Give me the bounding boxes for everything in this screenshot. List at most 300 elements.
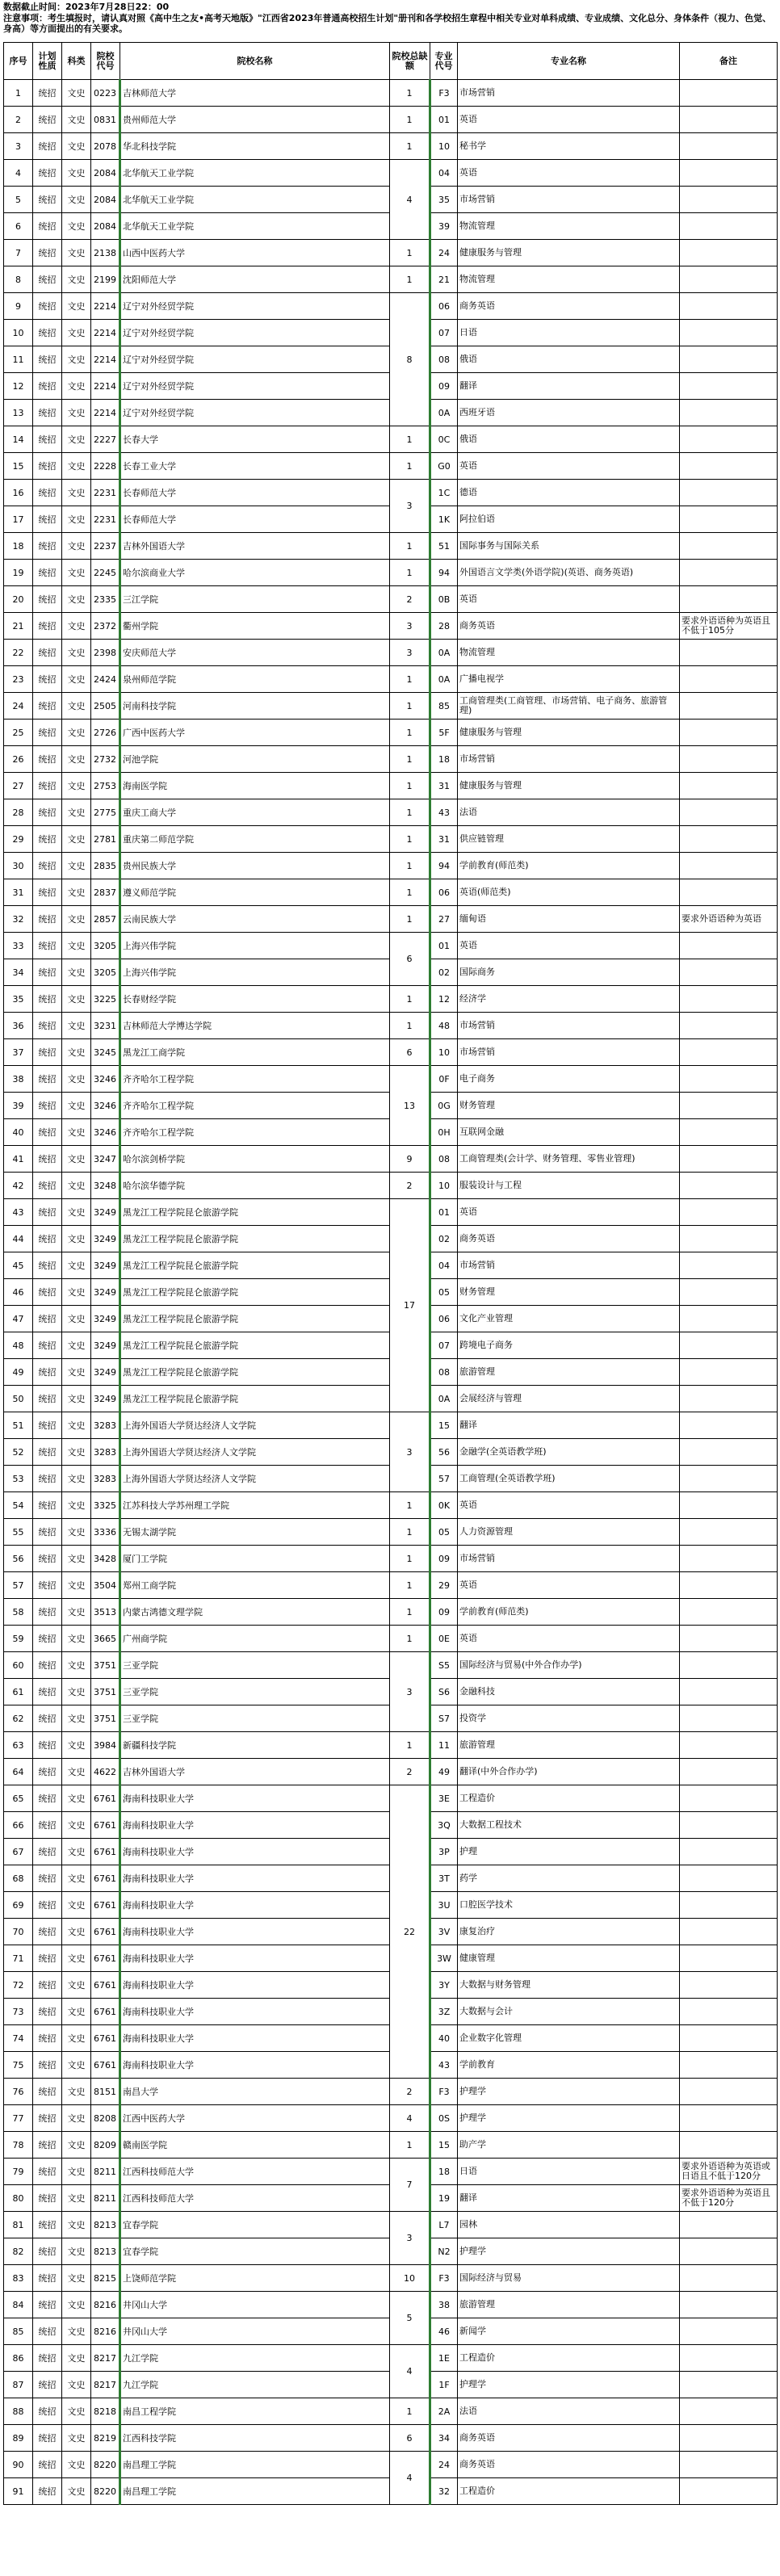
remark xyxy=(680,1359,778,1386)
school-vacancy: 1 xyxy=(390,720,430,746)
school-code: 6761 xyxy=(91,1999,120,2025)
major-name: 英语 xyxy=(458,1492,680,1519)
subject-category: 文史 xyxy=(62,720,91,746)
school-vacancy: 4 xyxy=(390,2105,430,2132)
major-code: 08 xyxy=(430,346,458,373)
school-name: 三亚学院 xyxy=(120,1705,390,1732)
school-name: 三亚学院 xyxy=(120,1652,390,1679)
major-name: 健康服务与管理 xyxy=(458,240,680,266)
remark xyxy=(680,2372,778,2398)
subject-category: 文史 xyxy=(62,1626,91,1652)
school-name: 长春工业大学 xyxy=(120,453,390,480)
major-code: 32 xyxy=(430,2478,458,2505)
remark xyxy=(680,533,778,560)
school-name: 海南科技职业大学 xyxy=(120,1945,390,1972)
row-number: 6 xyxy=(4,213,33,240)
school-vacancy: 1 xyxy=(390,773,430,799)
major-name: 英语 xyxy=(458,933,680,959)
school-name: 齐齐哈尔工程学院 xyxy=(120,1066,390,1093)
remark xyxy=(680,1439,778,1466)
major-name: 商务英语 xyxy=(458,1226,680,1252)
plan-nature: 统招 xyxy=(33,2292,62,2318)
school-code: 3751 xyxy=(91,1652,120,1679)
plan-nature: 统招 xyxy=(33,2079,62,2105)
school-code: 3249 xyxy=(91,1199,120,1226)
subject-category: 文史 xyxy=(62,640,91,666)
school-name: 哈尔滨剑桥学院 xyxy=(120,1146,390,1173)
row-number: 56 xyxy=(4,1546,33,1572)
school-code: 2214 xyxy=(91,373,120,400)
school-vacancy: 1 xyxy=(390,1626,430,1652)
major-code: 38 xyxy=(430,2292,458,2318)
major-name: 学前教育 xyxy=(458,2052,680,2079)
major-name: 财务管理 xyxy=(458,1279,680,1306)
major-name: 大数据与会计 xyxy=(458,1999,680,2025)
major-name: 翻译 xyxy=(458,1412,680,1439)
major-code: 18 xyxy=(430,2159,458,2185)
major-name: 市场营销 xyxy=(458,187,680,213)
school-code: 2214 xyxy=(91,346,120,373)
subject-category: 文史 xyxy=(62,1759,91,1785)
major-code: 0A xyxy=(430,400,458,426)
subject-category: 文史 xyxy=(62,2025,91,2052)
subject-category: 文史 xyxy=(62,1785,91,1812)
school-vacancy: 1 xyxy=(390,80,430,107)
row-number: 5 xyxy=(4,187,33,213)
plan-nature: 统招 xyxy=(33,906,62,933)
subject-category: 文史 xyxy=(62,426,91,453)
major-name: 市场营销 xyxy=(458,1252,680,1279)
school-code: 2753 xyxy=(91,773,120,799)
school-name: 三亚学院 xyxy=(120,1679,390,1705)
subject-category: 文史 xyxy=(62,293,91,320)
plan-nature: 统招 xyxy=(33,80,62,107)
subject-category: 文史 xyxy=(62,266,91,293)
subject-category: 文史 xyxy=(62,1679,91,1705)
major-name: 英语(师范类) xyxy=(458,879,680,906)
table-body xyxy=(4,80,778,2505)
school-code: 3246 xyxy=(91,1119,120,1146)
row-number: 47 xyxy=(4,1306,33,1332)
school-vacancy: 6 xyxy=(390,1039,430,1066)
major-code: 27 xyxy=(430,906,458,933)
school-name: 吉林外国语大学 xyxy=(120,533,390,560)
school-name: 辽宁对外经贸学院 xyxy=(120,293,390,320)
remark xyxy=(680,2132,778,2159)
remark xyxy=(680,1865,778,1892)
school-code: 6761 xyxy=(91,1839,120,1865)
row-number: 1 xyxy=(4,80,33,107)
school-name: 遵义师范学院 xyxy=(120,879,390,906)
school-code: 3665 xyxy=(91,1626,120,1652)
remark xyxy=(680,1812,778,1839)
remark xyxy=(680,1146,778,1173)
school-name: 海南科技职业大学 xyxy=(120,1839,390,1865)
school-code: 6761 xyxy=(91,1945,120,1972)
subject-category: 文史 xyxy=(62,346,91,373)
school-code: 8208 xyxy=(91,2105,120,2132)
plan-nature: 统招 xyxy=(33,293,62,320)
major-name: 健康服务与管理 xyxy=(458,720,680,746)
major-code: 0A xyxy=(430,666,458,693)
table-row xyxy=(4,1652,778,1679)
remark xyxy=(680,586,778,613)
subject-category: 文史 xyxy=(62,373,91,400)
school-code: 2078 xyxy=(91,133,120,160)
table-row xyxy=(4,2345,778,2372)
school-vacancy: 1 xyxy=(390,560,430,586)
plan-nature: 统招 xyxy=(33,1599,62,1626)
school-name: 上饶师范学院 xyxy=(120,2265,390,2292)
table-row xyxy=(4,426,778,453)
remark xyxy=(680,746,778,773)
table-row xyxy=(4,266,778,293)
school-code: 3283 xyxy=(91,1439,120,1466)
remark xyxy=(680,1039,778,1066)
school-code: 2231 xyxy=(91,506,120,533)
major-code: N2 xyxy=(430,2238,458,2265)
school-name: 沈阳师范大学 xyxy=(120,266,390,293)
subject-category: 文史 xyxy=(62,799,91,826)
row-number: 18 xyxy=(4,533,33,560)
remark xyxy=(680,2452,778,2478)
plan-nature: 统招 xyxy=(33,1705,62,1732)
major-name: 服装设计与工程 xyxy=(458,1173,680,1199)
plan-nature: 统招 xyxy=(33,773,62,799)
table-row xyxy=(4,640,778,666)
major-code: 48 xyxy=(430,1013,458,1039)
remark xyxy=(680,373,778,400)
school-code: 4622 xyxy=(91,1759,120,1785)
subject-category: 文史 xyxy=(62,933,91,959)
major-name: 金融科技 xyxy=(458,1679,680,1705)
subject-category: 文史 xyxy=(62,107,91,133)
row-number: 86 xyxy=(4,2345,33,2372)
major-name: 英语 xyxy=(458,453,680,480)
plan-nature: 统招 xyxy=(33,320,62,346)
major-name: 缅甸语 xyxy=(458,906,680,933)
plan-nature: 统招 xyxy=(33,240,62,266)
school-name: 井冈山大学 xyxy=(120,2292,390,2318)
remark xyxy=(680,1412,778,1439)
school-name: 云南民族大学 xyxy=(120,906,390,933)
major-code: 19 xyxy=(430,2185,458,2212)
school-name: 黑龙江工程学院昆仑旅游学院 xyxy=(120,1226,390,1252)
school-name: 江西科技师范大学 xyxy=(120,2159,390,2185)
major-code: F3 xyxy=(430,2265,458,2292)
school-code: 2084 xyxy=(91,160,120,187)
school-vacancy: 1 xyxy=(390,1572,430,1599)
row-number: 70 xyxy=(4,1919,33,1945)
remark xyxy=(680,1999,778,2025)
school-name: 衢州学院 xyxy=(120,613,390,640)
remark xyxy=(680,640,778,666)
major-name: 日语 xyxy=(458,320,680,346)
major-name: 国际经济与贸易 xyxy=(458,2265,680,2292)
major-code: 2A xyxy=(430,2398,458,2425)
row-number: 44 xyxy=(4,1226,33,1252)
subject-category: 文史 xyxy=(62,240,91,266)
plan-nature: 统招 xyxy=(33,2025,62,2052)
row-number: 66 xyxy=(4,1812,33,1839)
subject-category: 文史 xyxy=(62,1705,91,1732)
row-number: 38 xyxy=(4,1066,33,1093)
major-code: 34 xyxy=(430,2425,458,2452)
row-number: 55 xyxy=(4,1519,33,1546)
school-code: 2781 xyxy=(91,826,120,853)
row-number: 61 xyxy=(4,1679,33,1705)
major-name: 健康服务与管理 xyxy=(458,773,680,799)
plan-nature: 统招 xyxy=(33,373,62,400)
major-code: 94 xyxy=(430,560,458,586)
school-code: 8219 xyxy=(91,2425,120,2452)
remark xyxy=(680,1466,778,1492)
subject-category: 文史 xyxy=(62,1039,91,1066)
school-name: 吉林师范大学博达学院 xyxy=(120,1013,390,1039)
row-number: 23 xyxy=(4,666,33,693)
school-code: 8220 xyxy=(91,2452,120,2478)
remark xyxy=(680,1839,778,1865)
row-number: 89 xyxy=(4,2425,33,2452)
major-code: 18 xyxy=(430,746,458,773)
remark xyxy=(680,213,778,240)
school-code: 2775 xyxy=(91,799,120,826)
remark xyxy=(680,1972,778,1999)
row-number: 39 xyxy=(4,1093,33,1119)
subject-category: 文史 xyxy=(62,160,91,187)
plan-nature: 统招 xyxy=(33,1679,62,1705)
row-number: 37 xyxy=(4,1039,33,1066)
major-name: 护理学 xyxy=(458,2105,680,2132)
school-name: 齐齐哈尔工程学院 xyxy=(120,1093,390,1119)
school-name: 黑龙江工程学院昆仑旅游学院 xyxy=(120,1386,390,1412)
major-code: 0A xyxy=(430,1386,458,1412)
school-name: 厦门工学院 xyxy=(120,1546,390,1572)
school-name: 海南科技职业大学 xyxy=(120,1892,390,1919)
major-name: 园林 xyxy=(458,2212,680,2238)
school-vacancy: 1 xyxy=(390,1492,430,1519)
school-vacancy: 1 xyxy=(390,1519,430,1546)
school-code: 3751 xyxy=(91,1705,120,1732)
school-code: 3249 xyxy=(91,1306,120,1332)
subject-category: 文史 xyxy=(62,453,91,480)
school-code: 6761 xyxy=(91,1812,120,1839)
remark xyxy=(680,2079,778,2105)
major-code: 04 xyxy=(430,1252,458,1279)
school-code: 8215 xyxy=(91,2265,120,2292)
remark xyxy=(680,160,778,187)
remark xyxy=(680,1013,778,1039)
school-vacancy: 1 xyxy=(390,426,430,453)
subject-category: 文史 xyxy=(62,1306,91,1332)
plan-nature: 统招 xyxy=(33,2318,62,2345)
row-number: 27 xyxy=(4,773,33,799)
plan-nature: 统招 xyxy=(33,2478,62,2505)
remark xyxy=(680,2238,778,2265)
subject-category: 文史 xyxy=(62,2079,91,2105)
school-vacancy: 1 xyxy=(390,2398,430,2425)
row-number: 78 xyxy=(4,2132,33,2159)
row-number: 24 xyxy=(4,693,33,720)
school-code: 3249 xyxy=(91,1279,120,1306)
plan-nature: 统招 xyxy=(33,400,62,426)
table-row xyxy=(4,613,778,640)
subject-category: 文史 xyxy=(62,2318,91,2345)
school-name: 海南科技职业大学 xyxy=(120,1865,390,1892)
row-number: 81 xyxy=(4,2212,33,2238)
school-code: 3504 xyxy=(91,1572,120,1599)
major-code: G0 xyxy=(430,453,458,480)
remark xyxy=(680,2318,778,2345)
school-name: 黑龙江工程学院昆仑旅游学院 xyxy=(120,1279,390,1306)
major-name: 英语 xyxy=(458,160,680,187)
plan-nature: 统招 xyxy=(33,1759,62,1785)
major-code: 02 xyxy=(430,1226,458,1252)
major-name: 商务英语 xyxy=(458,613,680,640)
school-name: 上海兴伟学院 xyxy=(120,933,390,959)
remark xyxy=(680,2265,778,2292)
school-vacancy: 4 xyxy=(390,2345,430,2398)
table-row xyxy=(4,2292,778,2318)
school-name: 黑龙江工程学院昆仑旅游学院 xyxy=(120,1306,390,1332)
plan-nature: 统招 xyxy=(33,2132,62,2159)
major-code: 46 xyxy=(430,2318,458,2345)
subject-category: 文史 xyxy=(62,1066,91,1093)
school-name: 辽宁对外经贸学院 xyxy=(120,346,390,373)
school-vacancy: 4 xyxy=(390,2452,430,2505)
table-row xyxy=(4,107,778,133)
row-number: 80 xyxy=(4,2185,33,2212)
subject-category: 文史 xyxy=(62,1386,91,1412)
remark xyxy=(680,560,778,586)
major-code: 24 xyxy=(430,2452,458,2478)
major-code: 10 xyxy=(430,133,458,160)
plan-nature: 统招 xyxy=(33,1119,62,1146)
row-number: 30 xyxy=(4,853,33,879)
row-number: 62 xyxy=(4,1705,33,1732)
subject-category: 文史 xyxy=(62,320,91,346)
school-name: 黑龙江工程学院昆仑旅游学院 xyxy=(120,1359,390,1386)
plan-nature: 统招 xyxy=(33,1812,62,1839)
school-name: 河南科技学院 xyxy=(120,693,390,720)
school-name: 江西科技师范大学 xyxy=(120,2185,390,2212)
plan-nature: 统招 xyxy=(33,1252,62,1279)
remark xyxy=(680,2345,778,2372)
major-code: 29 xyxy=(430,1572,458,1599)
major-code: 0B xyxy=(430,586,458,613)
school-code: 3428 xyxy=(91,1546,120,1572)
major-code: 02 xyxy=(430,959,458,986)
school-name: 北华航天工业学院 xyxy=(120,213,390,240)
subject-category: 文史 xyxy=(62,826,91,853)
school-vacancy: 3 xyxy=(390,613,430,640)
school-name: 九江学院 xyxy=(120,2345,390,2372)
school-name: 海南科技职业大学 xyxy=(120,1919,390,1945)
row-number: 12 xyxy=(4,373,33,400)
plan-nature: 统招 xyxy=(33,986,62,1013)
table-row xyxy=(4,2425,778,2452)
row-number: 34 xyxy=(4,959,33,986)
plan-nature: 统招 xyxy=(33,107,62,133)
table-row xyxy=(4,1146,778,1173)
subject-category: 文史 xyxy=(62,1279,91,1306)
school-name: 上海外国语大学贤达经济人文学院 xyxy=(120,1466,390,1492)
plan-nature: 统招 xyxy=(33,720,62,746)
major-code: 1K xyxy=(430,506,458,533)
remark xyxy=(680,2052,778,2079)
table-row xyxy=(4,746,778,773)
major-name: 俄语 xyxy=(458,426,680,453)
major-code: 08 xyxy=(430,1359,458,1386)
row-number: 52 xyxy=(4,1439,33,1466)
school-code: 2084 xyxy=(91,213,120,240)
subject-category: 文史 xyxy=(62,2212,91,2238)
major-code: 08 xyxy=(430,1146,458,1173)
school-name: 哈尔滨华德学院 xyxy=(120,1173,390,1199)
major-name: 翻译(中外合作办学) xyxy=(458,1759,680,1785)
plan-nature: 统招 xyxy=(33,480,62,506)
plan-nature: 统招 xyxy=(33,506,62,533)
row-number: 72 xyxy=(4,1972,33,1999)
remark xyxy=(680,1332,778,1359)
major-code: 3P xyxy=(430,1839,458,1865)
plan-nature: 统招 xyxy=(33,1466,62,1492)
school-vacancy: 9 xyxy=(390,1146,430,1173)
school-code: 0831 xyxy=(91,107,120,133)
table-row xyxy=(4,1785,778,1812)
remark xyxy=(680,720,778,746)
table-row xyxy=(4,879,778,906)
school-name: 河池学院 xyxy=(120,746,390,773)
major-code: 12 xyxy=(430,986,458,1013)
subject-category: 文史 xyxy=(62,2052,91,2079)
major-name: 广播电视学 xyxy=(458,666,680,693)
major-code: F3 xyxy=(430,80,458,107)
remark xyxy=(680,986,778,1013)
school-vacancy: 1 xyxy=(390,266,430,293)
table-row xyxy=(4,693,778,720)
remark xyxy=(680,1546,778,1572)
major-name: 英语 xyxy=(458,1199,680,1226)
subject-category: 文史 xyxy=(62,213,91,240)
major-name: 助产学 xyxy=(458,2132,680,2159)
table-row xyxy=(4,986,778,1013)
plan-nature: 统招 xyxy=(33,826,62,853)
major-name: 人力资源管理 xyxy=(458,1519,680,1546)
school-code: 3249 xyxy=(91,1359,120,1386)
major-name: 工商管理类(会计学、财务管理、零售业管理) xyxy=(458,1146,680,1173)
major-name: 市场营销 xyxy=(458,1013,680,1039)
row-number: 19 xyxy=(4,560,33,586)
remark xyxy=(680,1705,778,1732)
major-code: 07 xyxy=(430,320,458,346)
major-name: 国际商务 xyxy=(458,959,680,986)
major-code: 0C xyxy=(430,426,458,453)
school-code: 2199 xyxy=(91,266,120,293)
plan-nature: 统招 xyxy=(33,1865,62,1892)
subject-category: 文史 xyxy=(62,1466,91,1492)
remark xyxy=(680,1892,778,1919)
school-code: 6761 xyxy=(91,1865,120,1892)
school-vacancy: 1 xyxy=(390,533,430,560)
row-number: 32 xyxy=(4,906,33,933)
major-code: 0G xyxy=(430,1093,458,1119)
row-number: 20 xyxy=(4,586,33,613)
school-vacancy: 1 xyxy=(390,453,430,480)
table-row xyxy=(4,773,778,799)
table-row xyxy=(4,1039,778,1066)
plan-nature: 统招 xyxy=(33,213,62,240)
